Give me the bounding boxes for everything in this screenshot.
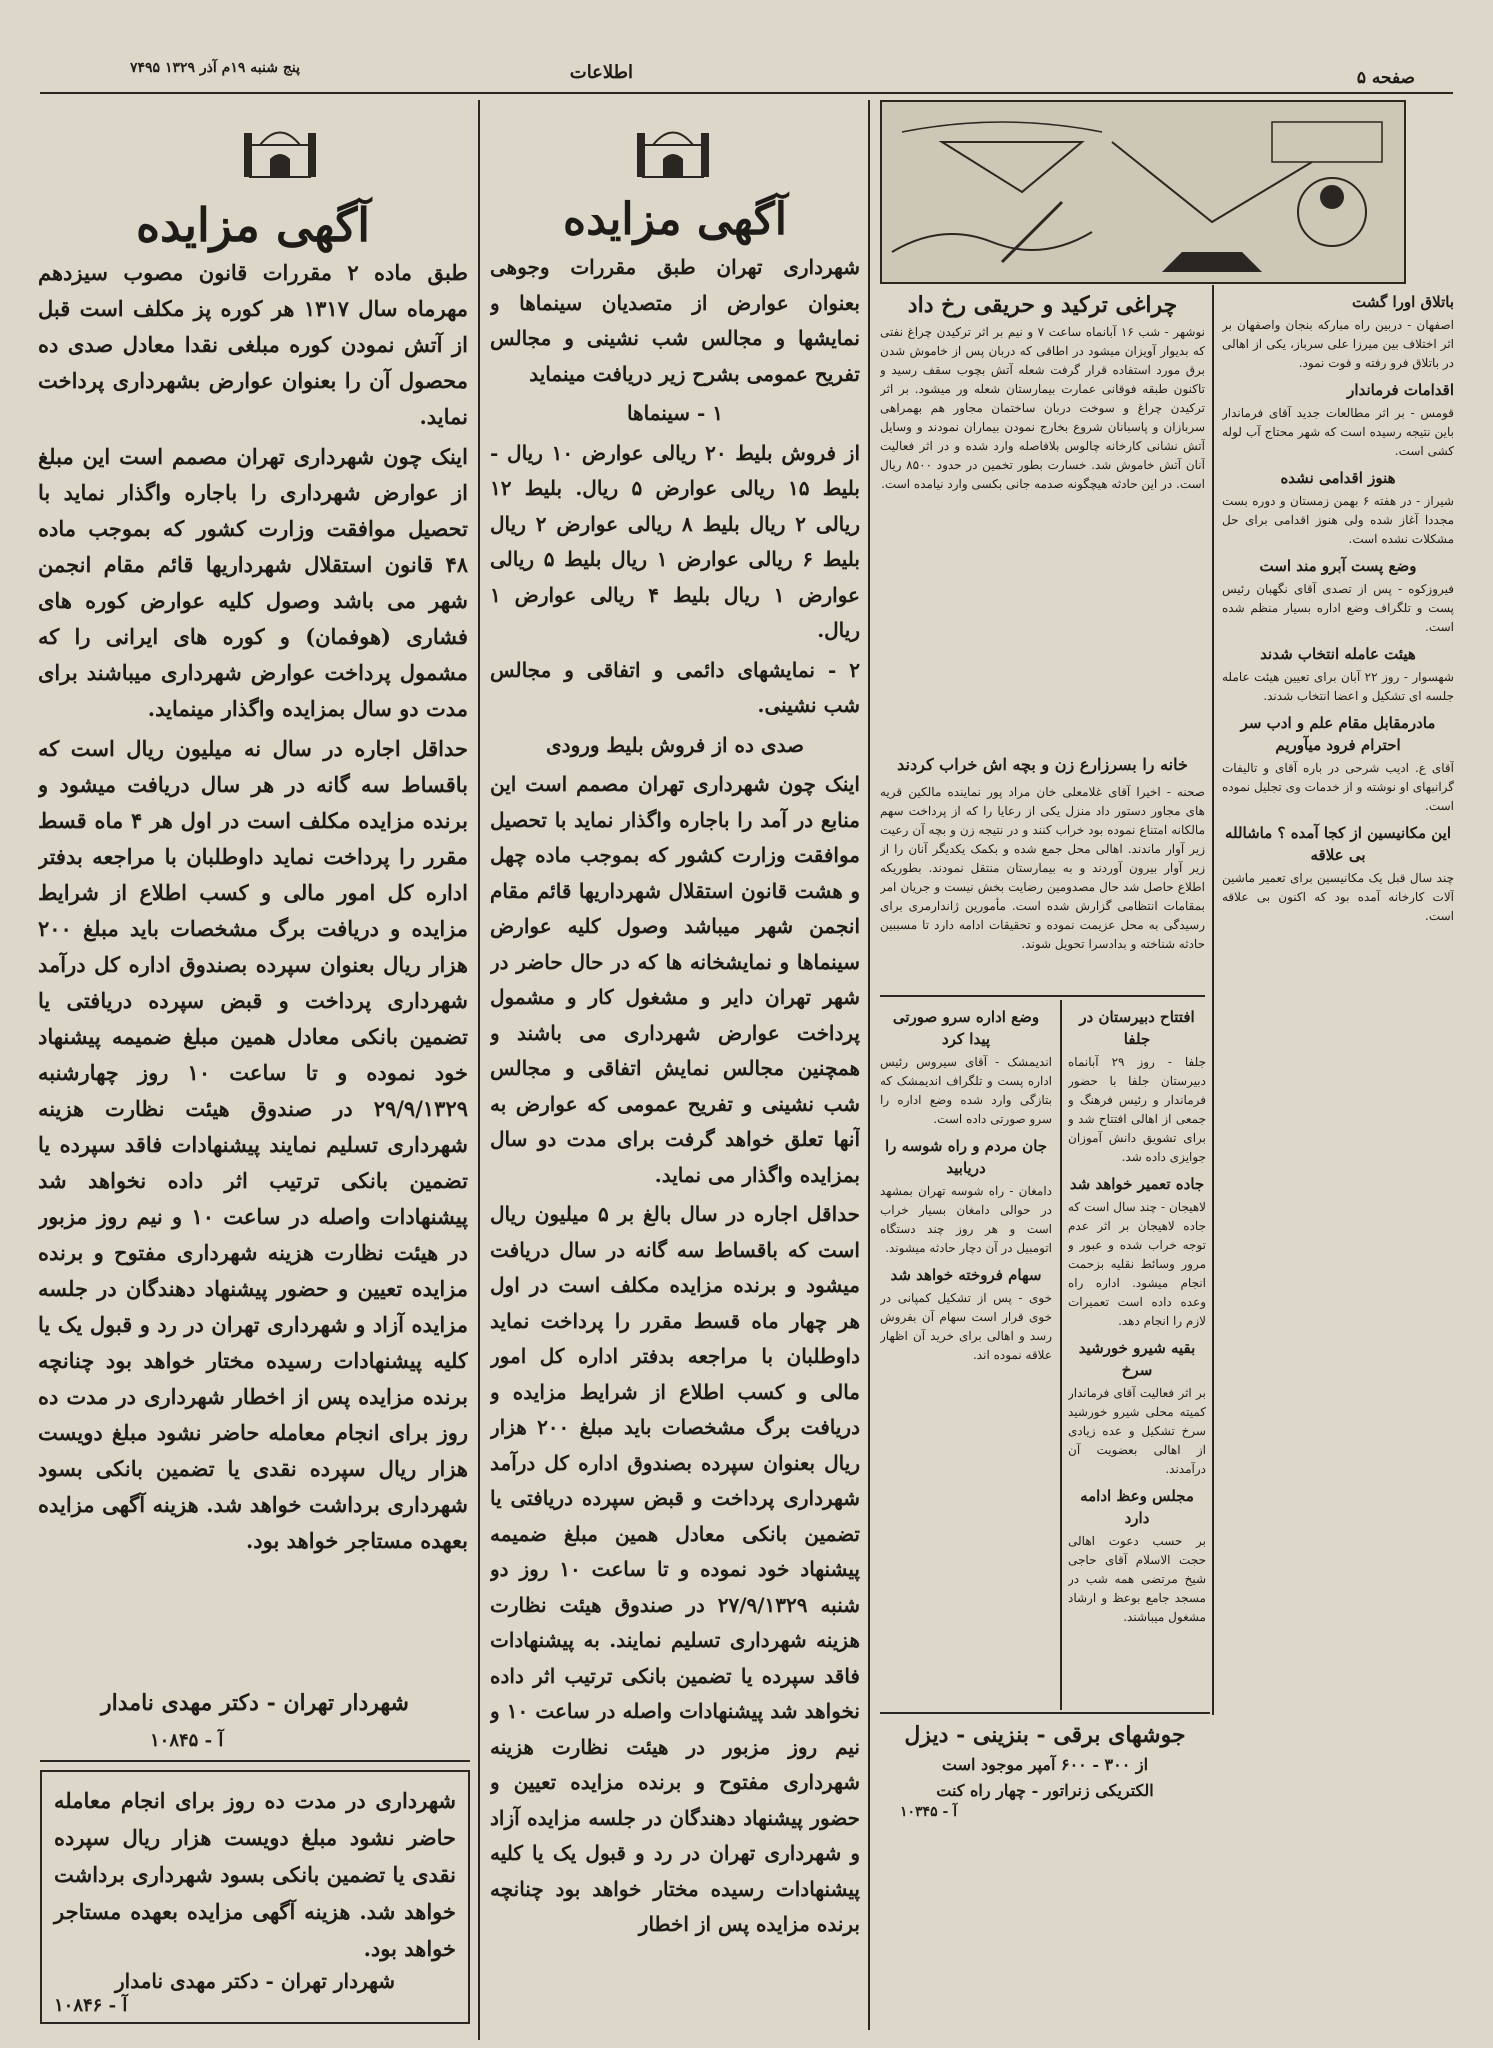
news-item bbox=[1222, 822, 1454, 926]
news-item bbox=[880, 1264, 1052, 1365]
news-item bbox=[1068, 1337, 1206, 1479]
news-item-headline: وضع پست آبرو مند است bbox=[1259, 557, 1417, 575]
news-item-headline: هیئت عامله انتخاب شدند bbox=[1260, 645, 1416, 663]
news-item bbox=[1222, 467, 1454, 549]
news-headline: چراغی ترکید و حریقی رخ داد bbox=[907, 292, 1178, 318]
news-item-text: اندیمشک - آقای سیروس رئیس اداره پست و تلگراف اندیمشک که بتازگی وارد شده وضع اداره را سرو صورتی داده است. bbox=[880, 1055, 1052, 1126]
news-item-text: قومس - بر اثر مطالعات جدید آقای فرماندار باین نتیجه رسیده است که شهر محتاج آب لوله کشی است. bbox=[1222, 406, 1454, 458]
auction-ad-cinemas bbox=[490, 190, 860, 2035]
news-item-headline: مجلس وعظ ادامه دارد bbox=[1080, 1487, 1194, 1527]
ad-paragraph: حداقل اجاره در سال بالغ بر ۵ میلیون ریال است که باقساط سه گانه در سال دریافت میشود و برنده مزایده مکلف است در اول هر چهار ماه قسط مقرر را پرداخت نماید داوطلبان با مراجعه بدفتر اداره کل امور مالی و کسب اطلاع از شرایط مزایده و دریافت برگ مشخصات باید مبلغ ۲۰۰ هزار ریال بعنوان سپرده بصندوق اداره کل درآمد شهرداری پرداخت و قبض سپرده دریافتی یا تضمین بانکی معادل همین مبلغ ضمیمه پیشنهاد خود نموده و تا ساعت ۱۰ روز دو شنبه ۲۷/۹/۱۳۲۹ در صندوق هیئت نظارت هزینه شهرداری تسلیم نمایند. به پیشنهادات فاقد سپرده یا تضمین بانکی ترتیب اثر داده نخواهد شد پیشنهادات واصله در ساعت ۱۰ و نیم روز مزبور در هیئت نظارت هزینه شهرداری مفتوح و برنده مزایده تعیین و حضور پیشنهاد دهندگان در جلسه مزایده آزاد و شهرداری تهران در رد و قبول یک یا کلیه پیشنهادات رسیده مختار خواهد بود چنانچه برنده مزایده پس از اخطار bbox=[490, 1202, 860, 1936]
welding-ad-code: آ - ۱۰۳۴۵ bbox=[900, 1804, 958, 1820]
welding-ad bbox=[880, 1718, 1210, 1838]
news-item bbox=[1222, 643, 1454, 706]
ad-body bbox=[38, 255, 468, 1559]
news-item bbox=[1068, 1173, 1206, 1331]
ad-signature: شهردار تهران - دکتر مهدی نامدار bbox=[101, 1690, 409, 1716]
ad-separator bbox=[880, 1712, 1210, 1714]
news-item-text: آقای ع. ادیب شرحی در باره آقای و تالیفات گرانبهای او نوشته و از خدمات وی تجلیل نموده است. bbox=[1222, 761, 1454, 813]
news-item-text: دامغان - راه شوسه تهران بمشهد در حوالی دامغان بسیار خراب است و هر روز چند دستگاه اتومبیل در آن دچار حادثه میشوند. bbox=[880, 1184, 1052, 1255]
news-item-headline: جاده تعمیر خواهد شد bbox=[1069, 1175, 1205, 1193]
news-item-headline: باتلاق اورا گشت bbox=[1351, 293, 1454, 311]
ad-paragraph: حداقل اجاره در سال نه میلیون ریال است که باقساط سه گانه در هر سال دریافت میشود و برنده مزایده مکلف است در اول هر ۴ ماه قسط مقرر را پرداخت نماید داوطلبان با مراجعه بدفتر اداره کل امور مالی و کسب اطلاع از شرایط مزایده و دریافت برگ مشخصات باید مبلغ ۲۰۰ هزار ریال بعنوان سپرده بصندوق اداره کل درآمد شهرداری پرداخت و قبض سپرده دریافتی یا تضمین بانکی معادل همین مبلغ ضمیمه پیشنهاد خود نموده و تا ساعت ۱۰ روز چهارشنبه ۲۹/۹/۱۳۲۹ در صندوق هیئت نظارت هزینه شهرداری تسلیم نمایند پیشنهادات فاقد سپرده یا تضمین بانکی ترتیب اثر داده نخواهد شد پیشنهادات واصله در ساعت ۱۰ و نیم روز مزبور در هیئت نظارت هزینه شهرداری مفتوح و برنده مزایده تعیین و حضور پیشنهاد دهندگان در جلسه مزایده آزاد و شهرداری تهران در رد و قبول یک یا کلیه پیشنهادات رسیده مختار خواهد بود چنانچه برنده مزایده پس از اخطار شهرداری در مدت ده روز برای انجام معامله حاضر نشود مبلغ دویست هزار ریال سپرده نقدی یا تضمین بانکی بسود شهرداری برداشت خواهد شد. هزینه آگهی مزایده بعهده مستاجر خواهد بود. bbox=[38, 736, 468, 1553]
news-item-text: جلفا - روز ۲۹ آبانماه دبیرستان جلفا با حضور فرماندار و رئیس فرهنگ و جمعی از اهالی افتتاح شد و برای تشویق دانش آموزان جوایزی داده شد. bbox=[1068, 1055, 1206, 1164]
ad-paragraph: اینک چون شهرداری تهران مصمم است این منابع در آمد را باجاره واگذار نماید با تحصیل موافقت وزارت کشور که بموجب ماده چهل و هشت قانون استقلال شهرداریها قائم مقام انجمن شهر میباشد وصول کلیه عوارض سینماها و نمایشخانه ها که در حال حاضر در شهر تهران دایر و مشغول کار و مشمول پرداخت عوارض شهرداری می باشند و همچنین مجالس نمایش اتفاقی و مجالس شب نشینی و تفریح عمومی که عوارض به آنها تعلق خواهد گرفت برای مدت دو سال بمزایده واگذار می نماید. bbox=[490, 772, 860, 1187]
news-main-story bbox=[880, 285, 1205, 745]
news-item-headline: وضع اداره سرو صورتی پیدا کرد bbox=[892, 1008, 1040, 1048]
ad-body bbox=[490, 250, 860, 1943]
boxed-notice-text: شهرداری در مدت ده روز برای انجام معامله حاضر نشود مبلغ دویست هزار ریال سپرده نقدی یا تضمین بانکی بسود شهرداری برداشت خواهد شد. هزینه آگهی مزایده بعهده مستاجر خواهد بود. bbox=[54, 1788, 456, 1961]
news-item-headline: سهام فروخته خواهد شد bbox=[890, 1266, 1042, 1284]
news-headline: خانه را بسرزارع زن و بچه اش خراب کردند bbox=[897, 755, 1188, 774]
news-item-headline: جان مردم و راه شوسه را دریابید bbox=[884, 1137, 1048, 1177]
ad-paragraph: شهرداری تهران طبق مقررات وجوهی بعنوان عوارض از متصدیان سینماها و نمایشها و مجالس شب نشینی و مجالس تفریح عمومی بشرح زیر دریافت مینماید bbox=[490, 255, 860, 386]
news-column-b bbox=[880, 1000, 1052, 1705]
news-item-headline: مادرمقابل مقام علم و ادب سر احترام فرود میآوریم bbox=[1240, 714, 1436, 754]
ad-paragraph: صدی ده از فروش بلیط ورودی bbox=[546, 732, 804, 757]
auction-ad-kilns bbox=[38, 195, 468, 1685]
column-divider bbox=[868, 100, 870, 2030]
ad-paragraph: طبق ماده ۲ مقررات قانون مصوب سیزدهم مهرماه سال ۱۳۱۷ هر کوره پز مکلف است قبل از آتش نمودن کوره مبلغی نقدا معادل صدی ده محصول آن را بعنوان عوارض بشهرداری پرداخت نماید. bbox=[38, 260, 468, 429]
news-text: نوشهر - شب ۱۶ آبانماه ساعت ۷ و نیم بر اثر ترکیدن چراغ نفتی که بدیوار آویزان میشود در اطاقی که دربان پس از خاموش شدن برق مورد استفاده قرار گرفت شعله آتش بچوب سقف رسید و تاکنون طبقه فوقانی عمارت بیمارستان شعله ور میشود. بر اثر ترکیدن چراغ و سوخت دربان ساختمان مجاور هم بهمراهی سربازان و پاسبانان شروع بخارج نمودن بیماران نمودند و وسایل آتش نشانی کارخانه چالوس بلافاصله وارد شده و در اثر فعالیت آنان آتش خاموش شد. خسارت بطور تخمین در حدود ۸۵۰۰ ریال است. در این حادثه هیچگونه صدمه جانی بکسی وارد نیامده است. bbox=[880, 325, 1205, 491]
news-item-text: فیروزکوه - پس از تصدی آقای نگهبان رئیس پست و تلگراف وضع اداره بسیار منظم شده است. bbox=[1222, 582, 1454, 634]
news-item-text: شیراز - در هفته ۶ بهمن زمستان و دوره بست مجددا آغاز شده ولی هنوز اقدامی برای حل مشکلات نشده است. bbox=[1222, 494, 1454, 546]
news-item-text: بر حسب دعوت اهالی حجت الاسلام آقای حاجی شیخ مرتضی همه شب در مسجد جامع بوعظ و ارشاد مشغول میباشند. bbox=[1068, 1534, 1206, 1624]
ad-paragraph: ۱ - سینماها bbox=[626, 401, 724, 425]
news-item-text: شهسوار - روز ۲۲ آبان برای تعیین هیئت عامله جلسه ای تشکیل و اعضا انتخاب شدند. bbox=[1222, 670, 1454, 703]
news-item-headline: بقیه شیرو خورشید سرخ bbox=[1078, 1339, 1196, 1379]
ad-separator bbox=[40, 1760, 470, 1762]
news-item-headline: هنوز اقدامی نشده bbox=[1280, 469, 1396, 487]
news-separator bbox=[880, 995, 1205, 997]
news-item-text: اصفهان - دربین راه مبارکه بنجان واصفهان بر اثر اختلاف بین میرزا علی سرباز، یکی از اهالی در باتلاق فرو رفته و فوت نمود. bbox=[1222, 318, 1454, 370]
cartoon-drawing bbox=[882, 102, 1404, 282]
date-line: پنج شنبه ۱۹م آذر ۱۳۲۹ ۷۴۹۵ bbox=[130, 60, 300, 76]
news-column-a bbox=[1068, 1000, 1206, 1705]
welding-ad-line: از ۳۰۰ - ۶۰۰ آمپر موجود است bbox=[941, 1755, 1149, 1774]
news-item bbox=[1222, 712, 1454, 816]
paper-name: اطلاعات bbox=[569, 62, 633, 83]
welding-ad-title: جوشهای برقی - بنزینی - دیزل bbox=[904, 1722, 1186, 1748]
news-item bbox=[1068, 1006, 1206, 1167]
news-text: صحنه - اخیرا آقای غلامعلی خان مراد پور نماینده مالکین قریه های مجاور دستور داد منزل یکی از رعایا را که از پرداخت سهم مالکانه امتناع نموده بود خراب کنند و در نتیجه زن و بچه آن رعیت زیر آوار ماندند. اهالی محل جمع شده و بکمک یکدیگر آنان را از زیر آوار بیرون آوردند و به بیمارستان منتقل نمودند. بطوریکه اطلاع حاصل شد حال مصدومین رضایت بخش نیست و جریان امر بمقامات انتظامی گزارش شده است. مأمورین ژاندارمری برای رسیدگی به محل عزیمت نموده و تحقیقات ادامه دارد تا مسببین حادثه شناخته و بدادسرا تحویل شوند. bbox=[880, 785, 1205, 951]
news-item bbox=[1222, 379, 1454, 461]
column-divider bbox=[1060, 1000, 1062, 1710]
crest-emblem bbox=[240, 115, 320, 189]
news-column-c bbox=[1222, 285, 1454, 2025]
news-item bbox=[880, 1135, 1052, 1258]
news-item bbox=[880, 1006, 1052, 1129]
crest-emblem bbox=[633, 115, 713, 189]
ad-paragraph: از فروش بلیط ۲۰ ریالی عوارض ۱۰ ریال - بلیط ۱۵ ریالی عوارض ۵ ریال. بلیط ۱۲ ریالی ۲ ریال بلیط ۸ ریالی عوارض ۲ ریال بلیط ۶ ریالی عوارض ۱ ریال بلیط ۵ ریالی عوارض ۱ ریال بلیط ۴ ریالی عوارض ۱ ریال. bbox=[490, 440, 860, 642]
news-item-text: چند سال قبل یک مکانیسین برای تعمیر ماشین آلات کارخانه آمده بود که اکنون بی علاقه است. bbox=[1222, 871, 1454, 923]
news-item-text: بر اثر فعالیت آقای فرماندار کمیته محلی شیرو خورشید سرخ تشکیل و عده زیادی از اهالی بعضویت آن درآمدند. bbox=[1068, 1386, 1206, 1476]
news-item bbox=[1222, 555, 1454, 637]
column-divider bbox=[1212, 285, 1214, 1715]
news-item-headline: افتتاح دبیرستان در جلفا bbox=[1079, 1008, 1195, 1048]
news-item bbox=[1068, 1485, 1206, 1627]
boxed-notice-code: آ - ۱۰۸۴۶ bbox=[54, 1995, 128, 2016]
ad-paragraph: ۲ - نمایشهای دائمی و اتفاقی و مجالس شب نشینی. bbox=[490, 657, 860, 717]
news-item bbox=[1222, 291, 1454, 373]
news-item-text: لاهیجان - چند سال است که جاده لاهیجان بر اثر عدم توجه خراب شده و عبور و مرور وسائط نقلیه بزحمت انجام میشود. اداره راه وعده داده است تعمیرات لازم را انجام دهد. bbox=[1068, 1200, 1206, 1328]
ad-title: آگهی مزایده bbox=[135, 198, 371, 252]
news-item-headline: این مکانیسین از کجا آمده ؟ ماشالله بی علاقه bbox=[1224, 824, 1452, 864]
page-label: صفحه ۵ bbox=[1356, 68, 1415, 88]
ad-code: آ - ۱۰۸۴۵ bbox=[150, 1730, 224, 1751]
boxed-notice-signature: شهردار تهران - دکتر مهدی نامدار bbox=[115, 1969, 395, 1993]
header-rule bbox=[40, 92, 1453, 94]
news-item-headline: اقدامات فرماندار bbox=[1347, 381, 1454, 399]
column-divider bbox=[478, 100, 480, 2040]
welding-ad-line: الکتریکی زنراتور - چهار راه کنت bbox=[936, 1781, 1154, 1800]
boxed-notice bbox=[40, 1770, 470, 2024]
news-item-text: خوی - پس از تشکیل کمپانی در خوی قرار است سهام آن بفروش رسد و اهالی برای خرید آن اظهار علاقه نموده اند. bbox=[880, 1291, 1052, 1362]
ad-title: آگهی مزایده bbox=[563, 194, 787, 245]
news-second-story bbox=[880, 745, 1205, 995]
cartoon-illustration bbox=[880, 100, 1406, 284]
ad-paragraph: اینک چون شهرداری تهران مصمم است این مبلغ از عوارض شهرداری را باجاره واگذار نماید با تحصیل موافقت وزارت کشور که بموجب ماده ۴۸ قانون استقلال شهرداریها قائم مقام انجمن شهر می باشد وصول کلیه عوارض کوره های فشاری (هوفمان) و کوره های ایرانی را که مشمول پرداخت عوارض شهرداری میباشند برای مدت دو سال بمزایده واگذار مینماید. bbox=[38, 444, 468, 721]
